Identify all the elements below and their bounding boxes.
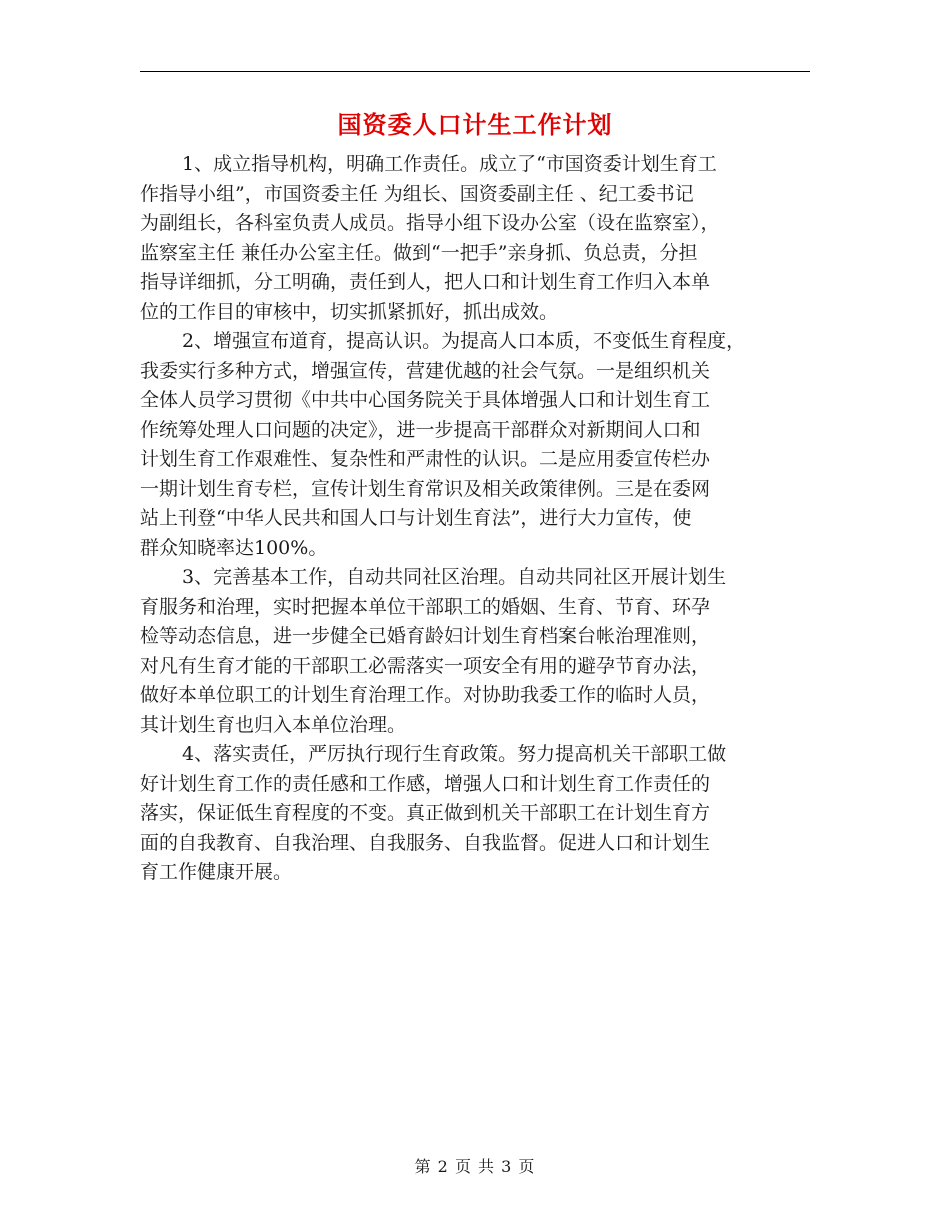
paragraph-line: 为副组长，各科室负责人成员。指导小组下设办公室（设在监察室）， [140,212,720,234]
paragraph-line: 3、完善基本工作，自动共同社区治理。自动共同社区开展计划生 [182,566,727,588]
paragraph-line: 全体人员学习贯彻《中共中心国务院关于具体增强人口和计划生育工 [140,389,711,411]
paragraph-line: 站上刊登“中华人民共和国人口与计划生育法”，进行大力宣传，使 [140,507,692,529]
header-rule [140,71,810,72]
paragraph-line: 一期计划生育专栏，宣传计划生育常识及相关政策律例。三是在委网 [140,477,711,500]
paragraph-line: 做好本单位职工的计划生育治理工作。对协助我委工作的临时人员， [140,684,711,706]
paragraph-line: 作指导小组”，市国资委主任 为组长、国资委副主任 、纪工委书记 [140,182,694,205]
paragraph-line: 育工作健康开展。 [140,861,293,883]
paragraph-line: 2、增强宣布道育，提高认识。为提高人口本质，不变低生育程度， [182,330,746,352]
paragraph-4 [140,740,810,888]
paragraph-line: 好计划生育工作的责任感和工作感，增强人口和计划生育工作责任的 [140,772,711,795]
paragraph-line: 落实，保证低生育程度的不变。真正做到机关干部职工在计划生育方 [140,802,711,824]
paragraph-line: 计划生育工作艰难性、复杂性和严肃性的认识。二是应用委宣传栏办 [140,448,711,470]
paragraph-line: 1、成立指导机构，明确工作责任。成立了“市国资委计划生育工 [182,153,717,175]
paragraph-line: 位的工作目的审核中，切实抓紧抓好，抓出成效。 [140,300,559,323]
page-footer: 第 2 页 共 3 页 [414,1157,536,1176]
paragraph-line: 面的自我教育、自我治理、自我服务、自我监督。促进人口和计划生 [140,831,711,854]
paragraph-line: 其计划生育也归入本单位治理。 [140,713,407,736]
document-body [140,150,810,888]
paragraph-line: 对凡有生育才能的干部职工必需落实一项安全有用的避孕节育办法， [140,654,711,677]
paragraph-line: 育服务和治理，实时把握本单位干部职工的婚姻、生育、节育、环孕 [140,595,711,618]
paragraph-line: 群众知晓率达100%。 [140,536,328,559]
paragraph-line: 检等动态信息，进一步健全已婚育龄妇计划生育档案台帐治理准则， [140,625,711,647]
paragraph-line: 4、落实责任，严厉执行现行生育政策。努力提高机关干部职工做 [182,743,727,765]
paragraph-3 [140,563,810,740]
paragraph-line: 监察室主任 兼任办公室主任。做到“一把手”亲身抓、负总责，分担 [140,241,698,264]
paragraph-2 [140,327,810,563]
paragraph-line: 作统筹处理人口问题的决定》，进一步提高干部群众对新期间人口和 [140,418,701,441]
paragraph-line: 我委实行多种方式，增强宣传，营建优越的社会气氛。一是组织机关 [140,359,711,382]
paragraph-1 [140,150,810,327]
document-title: 国资委人口计生工作计划 [337,110,613,139]
paragraph-line: 指导详细抓，分工明确，责任到人，把人口和计划生育工作归入本单 [140,271,711,293]
